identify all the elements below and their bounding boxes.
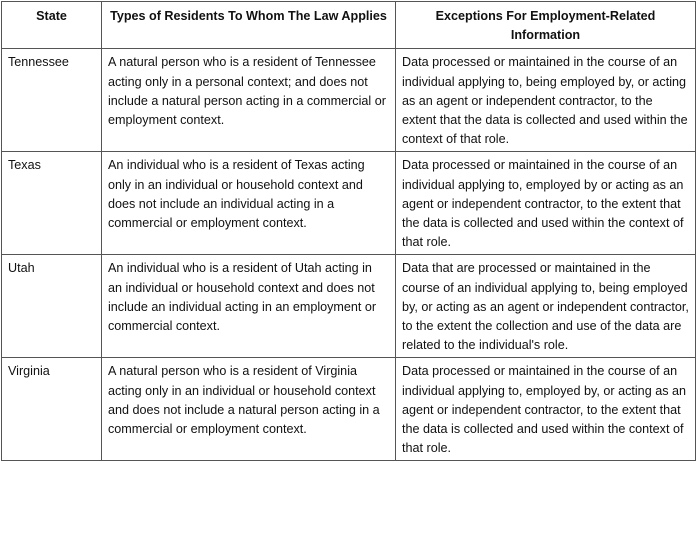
residents-cell: An individual who is a resident of Texas acting only in an individual or household context and does not include an individual acting in a commercial or employment context. xyxy=(102,152,396,255)
table-body xyxy=(2,49,696,461)
table-row xyxy=(2,255,696,358)
header-exceptions: Exceptions For Employment-Related Information xyxy=(396,2,696,49)
exceptions-cell: Data processed or maintained in the course of an individual applying to, employed by or acting as an agent or independent contractor, to the extent that the data is collected and used within the context of that role. xyxy=(396,152,696,255)
header-state: State xyxy=(2,2,102,49)
table-row xyxy=(2,358,696,461)
table-row xyxy=(2,152,696,255)
table-row xyxy=(2,49,696,152)
header-residents: Types of Residents To Whom The Law Applies xyxy=(102,2,396,49)
residents-cell: A natural person who is a resident of Tennessee acting only in a personal context; and does not include a natural person acting in a commercial or employment context. xyxy=(102,49,396,152)
residents-cell: A natural person who is a resident of Virginia acting only in an individual or household context and does not include a natural person acting in a commercial or employment context. xyxy=(102,358,396,461)
table-header xyxy=(2,2,696,49)
state-cell: Virginia xyxy=(2,358,102,461)
state-law-table xyxy=(1,1,696,461)
state-cell: Texas xyxy=(2,152,102,255)
exceptions-cell: Data that are processed or maintained in the course of an individual applying to, being employed by, or acting as an agent or independent contractor, to the extent the collection and use of the data are related to the individual's role. xyxy=(396,255,696,358)
exceptions-cell: Data processed or maintained in the course of an individual applying to, being employed by, or acting as an agent or independent contractor, to the extent that the data is collected and used within the context of that role. xyxy=(396,49,696,152)
state-cell: Tennessee xyxy=(2,49,102,152)
residents-cell: An individual who is a resident of Utah acting in an individual or household context and does not include an individual acting in an employment or commercial context. xyxy=(102,255,396,358)
header-row xyxy=(2,2,696,49)
state-cell: Utah xyxy=(2,255,102,358)
exceptions-cell: Data processed or maintained in the course of an individual applying to, employed by, or acting as an agent or independent contractor, to the extent that the data is collected and used within the context of that role. xyxy=(396,358,696,461)
